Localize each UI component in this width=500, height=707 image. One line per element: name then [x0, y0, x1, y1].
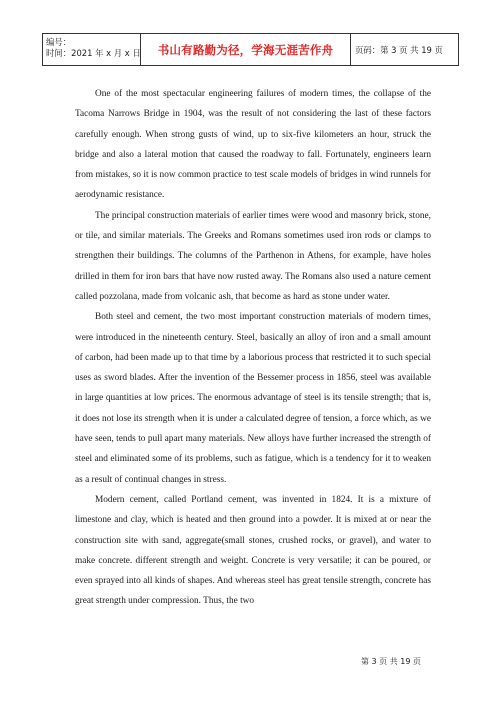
page-header: [42, 33, 459, 66]
paragraph: Both steel and cement, the two most important construction materials of modern times, were introduced in the nineteenth century. Steel, basically an alloy of iron and a small amount of carbon, had been made up to that time by a laborious process that restricted it to such special uses as sword blades. After the invention of the Bessemer process in 1856, steel was available in large quantities at low prices. The enormous advantage of steel is its tensile strength; that is, it does not lose its strength when it is under a calculated degree of tension, a force which, as we have seen, tends to pull apart many materials. New alloys have further increased the strength of steel and eliminated some of its problems, such as fatigue, which is a tendency for it to weaken as a result of continual changes in stress.: [75, 312, 431, 485]
doc-number-label: 编号：: [46, 37, 72, 47]
date-label: 时间：2021 年 x 月 x 日: [46, 48, 141, 58]
header-motto: 书山有路勤为径，学海无涯苦作舟: [141, 34, 351, 65]
header-page-info: 页码：第 3 页 共 19 页: [355, 44, 443, 55]
header-meta: [43, 34, 141, 65]
paragraph: Modern cement, called Portland cement, was invented in 1824. It is a mixture of limestone and clay, which is heated and then ground into a powder. It is mixed at or near the construction site with sand, aggregate(small stones, crushed rocks, or gravel), and water to make concrete. different strength and weight. Concrete is very versatile; it can be poured, or even sprayed into all kinds of shapes. And whereas steel has great tensile strength, concrete has great strength under compression. Thus, the two: [75, 494, 431, 607]
paragraph: One of the most spectacular engineering failures of modern times, the collapse of the Tacoma Narrows Bridge in 1904, was the result of not considering the last of these factors carefully enough. When strong gusts of wind, up to six-five kilometers an hour, struck the bridge and also a lateral motion that caused the roadway to fall. Fortunately, engineers learn from mistakes, so it is now common practice to test scale models of bridges in wind runnels for aerodynamic resistance.: [75, 89, 431, 201]
page-footer: 第 3 页 共 19 页: [361, 657, 421, 666]
paragraph: The principal construction materials of earlier times were wood and masonry brick, stone, or tile, and similar materials. The Greeks and Romans sometimes used iron rods or clamps to strengthen their buildings. The columns of the Parthenon in Athens, for example, have holes drilled in them for iron bars that have now rusted away. The Romans also used a nature cement called pozzolana, made from volcanic ash, that become as hard as stone under water.: [75, 210, 431, 302]
document-body: [75, 84, 431, 612]
